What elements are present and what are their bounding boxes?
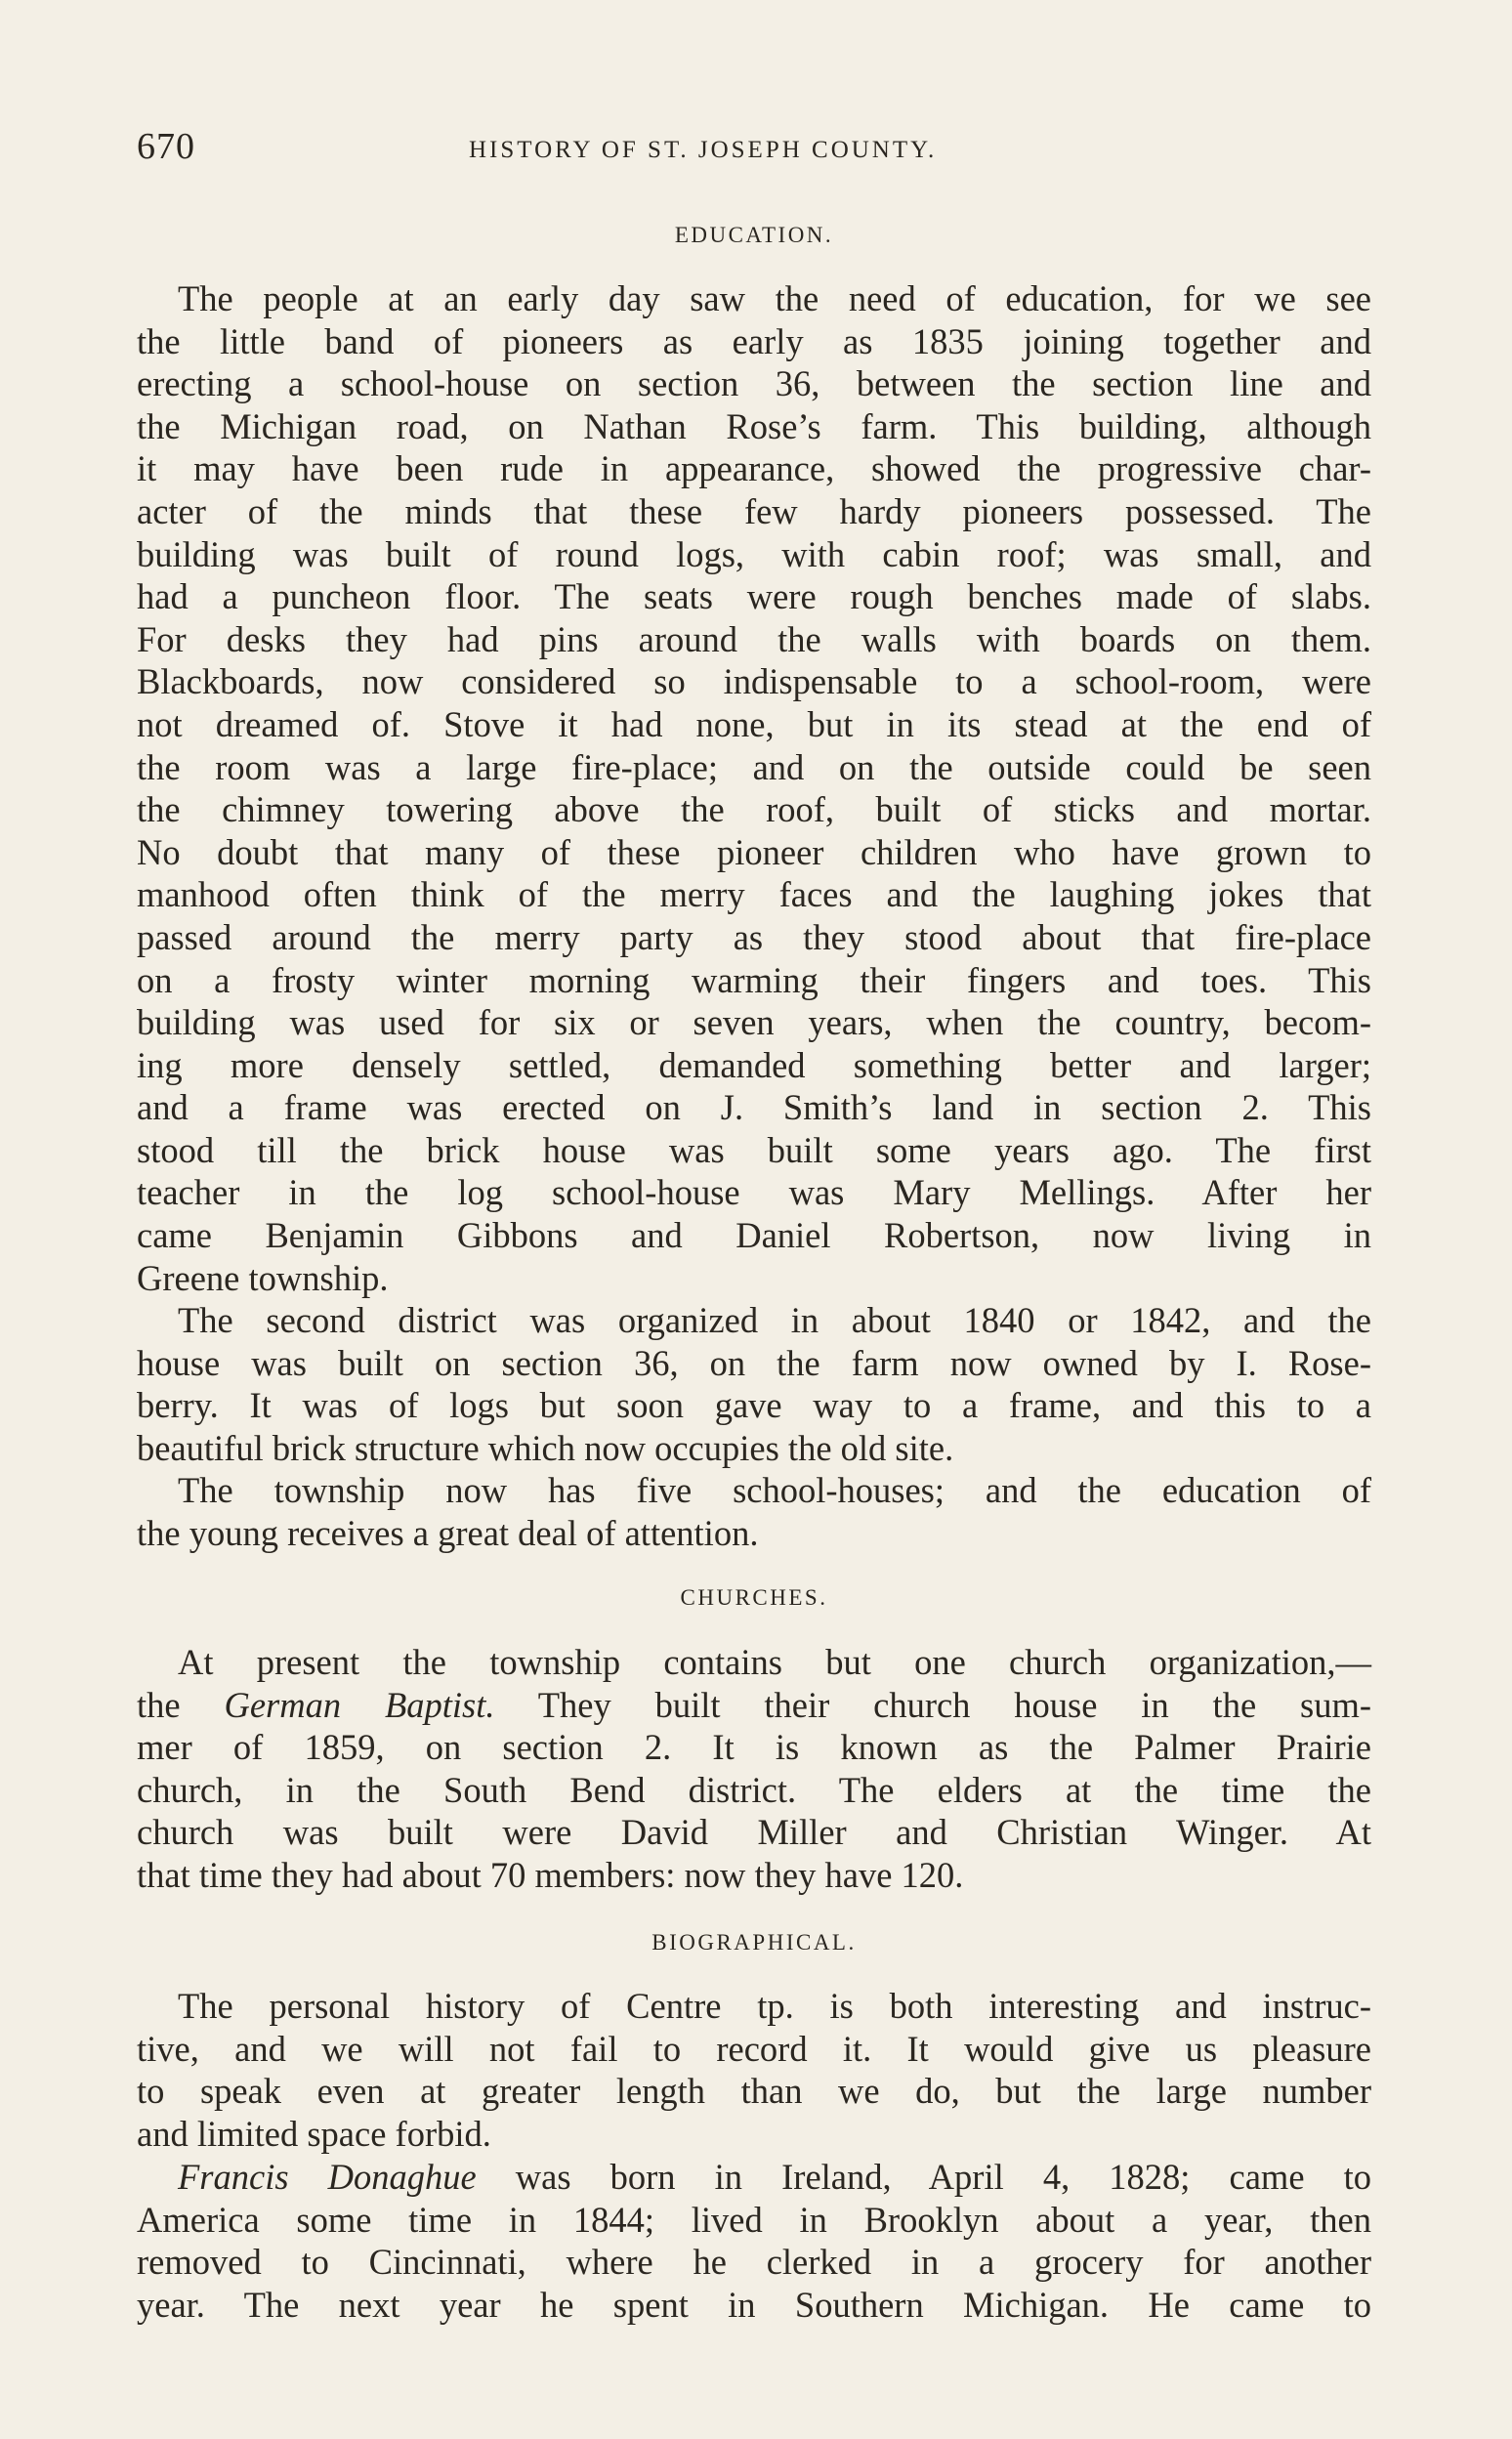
text-line <box>137 1684 1371 1727</box>
text-line: came Benjamin Gibbons and Daniel Robertson, now living in <box>137 1215 1371 1256</box>
text-line: removed to Cincinnati, where he clerked in a grocery for another <box>137 2242 1371 2283</box>
text-line: tive, and we will not fail to record it. It would give us pleasure <box>137 2028 1371 2069</box>
text-line: had a puncheon floor. The seats were rough benches made of slabs. <box>137 576 1371 617</box>
biography-subject-name: Francis Donaghue <box>178 2157 477 2197</box>
text-line: erecting a school-house on section 36, between the section line and <box>137 363 1371 404</box>
text-line: church, in the South Bend district. The elders at the time the <box>137 1769 1371 1810</box>
text-fragment: was born in Ireland, April 4, 1828; came to <box>476 2157 1371 2197</box>
text-line: berry. It was of logs but soon gave way to a frame, and this to a <box>137 1385 1371 1426</box>
section-heading-churches: CHURCHES. <box>680 1585 828 1610</box>
text-line: passed around the merry party as they stood about that fire-place <box>137 916 1371 957</box>
education-paragraph-1 <box>137 277 1371 1299</box>
text-line: year. The next year he spent in Southern Michigan. He came to <box>137 2284 1371 2325</box>
education-paragraph-2 <box>137 1299 1371 1469</box>
text-line: ing more densely settled, demanded something better and larger; <box>137 1044 1371 1085</box>
text-line: the little band of pioneers as early as 1835 joining together and <box>137 320 1371 361</box>
text-line: acter of the minds that these few hardy pioneers possessed. The <box>137 490 1371 531</box>
text-line: on a frosty winter morning warming their fingers and toes. This <box>137 959 1371 1000</box>
text-line: stood till the brick house was built some years ago. The first <box>137 1129 1371 1170</box>
biographical-intro-paragraph <box>137 1985 1371 2155</box>
text-line: The people at an early day saw the need of education, for we see <box>178 278 1371 318</box>
section-heading-education: EDUCATION. <box>674 223 834 247</box>
text-line: the room was a large fire-place; and on the outside could be seen <box>137 746 1371 787</box>
text-line: No doubt that many of these pioneer children who have grown to <box>137 831 1371 872</box>
text-line: At present the township contains but one church organization,— <box>178 1642 1371 1682</box>
text-fragment: the <box>137 1684 225 1725</box>
text-line: house was built on section 36, on the farm now owned by I. Rose- <box>137 1342 1371 1383</box>
section-heading-biographical: BIOGRAPHICAL. <box>651 1930 857 1955</box>
text-line: not dreamed of. Stove it had none, but in its stead at the end of <box>137 703 1371 744</box>
text-fragment: They built their church house in the sum- <box>494 1684 1372 1725</box>
text-line: to speak even at greater length than we do, but the large number <box>137 2071 1371 2112</box>
churches-paragraph <box>137 1641 1371 1897</box>
page-number: 670 <box>137 126 195 167</box>
text-line <box>137 2156 1371 2199</box>
text-line: The township now has five school-houses; and the education of <box>178 1470 1371 1510</box>
text-line: The second district was organized in about 1840 or 1842, and the <box>178 1300 1371 1340</box>
text-line: building was built of round logs, with cabin roof; was small, and <box>137 533 1371 574</box>
text-line: building was used for six or seven years, when the country, becom- <box>137 1002 1371 1043</box>
running-title: HISTORY OF ST. JOSEPH COUNTY. <box>469 137 938 163</box>
text-line: and a frame was erected on J. Smith’s land in section 2. This <box>137 1087 1371 1128</box>
text-line: the chimney towering above the roof, built of sticks and mortar. <box>137 789 1371 830</box>
text-line: Blackboards, now considered so indispensable to a school-room, were <box>137 661 1371 702</box>
text-line: Greene township. <box>137 1257 389 1298</box>
text-line: teacher in the log school-house was Mary Mellings. After her <box>137 1172 1371 1213</box>
text-line: church was built were David Miller and Christian Winger. At <box>137 1812 1371 1853</box>
text-line: mer of 1859, on section 2. It is known as the Palmer Prairie <box>137 1727 1371 1768</box>
text-line: the young receives a great deal of attention. <box>137 1512 759 1553</box>
text-line: America some time in 1844; lived in Brooklyn about a year, then <box>137 2199 1371 2240</box>
running-head <box>137 125 1371 180</box>
education-paragraph-3 <box>137 1469 1371 1554</box>
text-line: beautiful brick structure which now occupies the old site. <box>137 1427 954 1468</box>
biography-francis-donaghue <box>137 2156 1371 2326</box>
text-line: and limited space forbid. <box>137 2113 491 2154</box>
denomination-name: German Baptist. <box>224 1684 495 1725</box>
text-line: manhood often think of the merry faces and the laughing jokes that <box>137 874 1371 915</box>
text-line: the Michigan road, on Nathan Rose’s farm. This building, although <box>137 405 1371 446</box>
text-line: For desks they had pins around the walls with boards on them. <box>137 618 1371 659</box>
text-line: The personal history of Centre tp. is both interesting and instruc- <box>178 1986 1371 2026</box>
text-line: that time they had about 70 members: now they have 120. <box>137 1854 964 1895</box>
text-line: it may have been rude in appearance, showed the progressive char- <box>137 448 1371 489</box>
